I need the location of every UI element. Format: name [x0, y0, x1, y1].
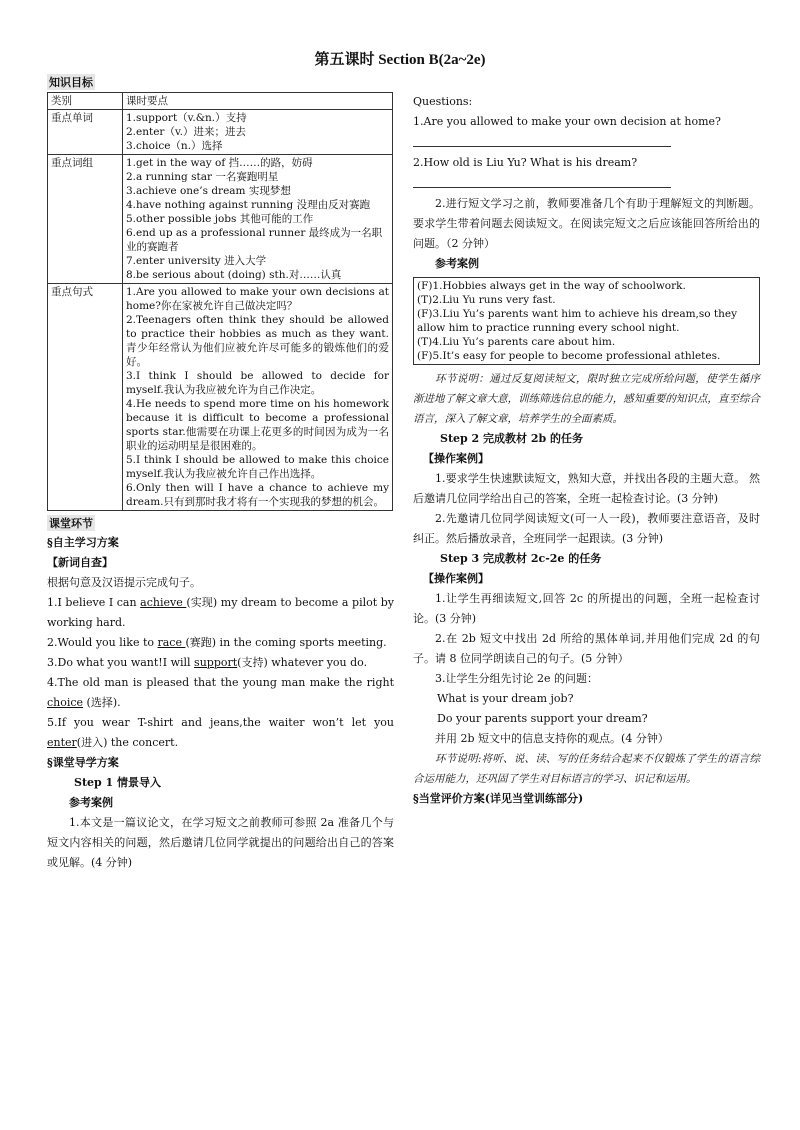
- step3-ops-heading: 【操作案例】: [423, 572, 489, 585]
- step1-title: Step 1 情景导入: [74, 776, 162, 789]
- discussion-question: What is your dream job?: [437, 692, 574, 705]
- sentence-item: 1.I believe I can achieve (实现) my dream to become a pilot by working hard.: [47, 596, 394, 629]
- point-item: 2.Teenagers often think they should be allowed to practice their hobbies as much as they want.青少年经常认为他们应被允许尽可能多的锻炼他们的爱好。: [126, 314, 389, 368]
- col-points-header: 课时要点: [123, 93, 393, 110]
- sentence-item: 3.Do what you want!I will support(支持) whatever you do.: [47, 656, 368, 669]
- answer-blank: support: [194, 656, 238, 669]
- answer-line: [413, 173, 671, 188]
- section-note-1: 环节说明：通过反复阅读短文，限时独立完成所给问题，使学生循序渐进地了解文章大意，训练筛选信息的能力，感知重要的知识点，直至综合语言，深入了解文章，培养学生的全面素质。: [413, 373, 760, 425]
- tf-item: (T)4.Liu Yu’s parents care about him.: [417, 336, 616, 348]
- table-header-row: [48, 93, 393, 110]
- step3-item: 1.让学生再细读短文,回答 2c 的所提出的问题，全班一起检查讨论。(3 分钟): [413, 592, 760, 625]
- point-item: 2.a running star 一名赛跑明星: [126, 171, 279, 183]
- answer-blank: achieve: [140, 596, 187, 609]
- point-item: 1.support（v.&n.）支持: [126, 112, 247, 124]
- point-item: 4.have nothing against running 没理由反对赛跑: [126, 199, 371, 211]
- step3-title: Step 3 完成教材 2c-2e 的任务: [440, 552, 602, 565]
- point-item: 2.enter（v.）进来；进去: [126, 126, 246, 138]
- question-2: 2.How old is Liu Yu? What is his dream?: [413, 156, 638, 169]
- point-item: 5.other possible jobs 其他可能的工作: [126, 213, 314, 225]
- step2-title: Step 2 完成教材 2b 的任务: [440, 432, 584, 445]
- step3-item: 3.让学生分组先讨论 2e 的问题：: [435, 672, 598, 685]
- point-item: 1.Are you allowed to make your own decisions at home?你在家被允许自己做决定吗？: [126, 286, 389, 312]
- answer-blank: choice: [47, 696, 84, 709]
- answer-blank: enter: [47, 736, 77, 749]
- question-1: 1.Are you allowed to make your own decision at home?: [413, 115, 721, 128]
- table-row: [48, 155, 393, 284]
- sentence-item: 4.The old man is pleased that the young man make the right choice (选择).: [47, 676, 394, 709]
- col-category-header: 类别: [48, 93, 123, 110]
- step3-item: 2.在 2b 短文中找出 2d 所给的黑体单词,并用他们完成 2d 的句子。请 8 位同学朗读自己的句子。(5 分钟）: [413, 632, 760, 665]
- point-item: 8.be serious about (doing) sth.对……认真: [126, 269, 342, 281]
- sentence-item: 5.If you wear T-shirt and jeans,the waiter won’t let you enter(进入) the concert.: [47, 716, 394, 749]
- point-item: 6.Only then will I have a chance to achieve my dream.只有到那时我才将有一个实现我的梦想的机会。: [126, 482, 389, 508]
- sentence-item: 2.Would you like to race (赛跑) in the coming sports meeting.: [47, 636, 387, 649]
- classroom-heading: 课堂环节: [49, 517, 93, 530]
- discussion-question: Do your parents support your dream?: [437, 712, 648, 725]
- table-row: [48, 284, 393, 511]
- left-column: [47, 72, 394, 873]
- tf-item: (T)2.Liu Yu runs very fast.: [417, 294, 556, 306]
- evaluation-heading: §当堂评价方案(详见当堂训练部分): [413, 792, 584, 805]
- point-item: 6.end up as a professional runner 最终成为一名职业的赛跑者: [126, 227, 383, 253]
- step2-item: 1.要求学生快速默读短文，熟知大意，并找出各段的主题大意。 然后邀请几位同学给出自己的答案，全班一起检查讨论。(3 分钟): [413, 472, 760, 505]
- new-words-heading: 【新词自查】: [47, 556, 113, 569]
- ref-case-heading: 参考案例: [69, 796, 113, 809]
- step2-item: 2.先邀请几位同学阅读短文(可一人一段)，教师要注意语音，及时纠正。然后播放录音，全班同学一起跟读。(3 分钟): [413, 512, 760, 545]
- questions-label: Questions:: [413, 95, 473, 108]
- row-category: 重点句式: [48, 284, 123, 511]
- answer-blank: race: [157, 636, 186, 649]
- instruction: 根据句意及汉语提示完成句子。: [47, 576, 201, 589]
- row-points: [123, 110, 393, 155]
- ref-case-heading-2: 参考案例: [435, 257, 479, 270]
- point-item: 1.get in the way of 挡……的路，妨碍: [126, 157, 313, 169]
- knowledge-heading: 知识目标: [49, 76, 93, 89]
- section-note-2: 环节说明:将听、说、读、写的任务结合起来不仅锻炼了学生的语言综合运用能力，还巩固了学生对目标语言的学习、识记和运用。: [413, 753, 760, 785]
- point-item: 7.enter university 进入大学: [126, 255, 267, 267]
- step2-ops-heading: 【操作案例】: [423, 452, 489, 465]
- self-study-heading: §自主学习方案: [47, 536, 119, 549]
- right-column: [413, 92, 760, 809]
- answer-line: [413, 132, 671, 147]
- tf-item: (F)1.Hobbies always get in the way of schoolwork.: [417, 280, 686, 292]
- tf-item: (F)5.It’s easy for people to become professional athletes.: [417, 350, 721, 362]
- point-item: 3.achieve one’s dream 实现梦想: [126, 185, 291, 197]
- tf-item: (F)3.Liu Yu’s parents want him to achieve his dream,so they allow him to practice running every school night.: [417, 308, 738, 334]
- step1-text: 1.本文是一篇议论文，在学习短文之前教师可参照 2a 准备几个与短文内容相关的问题，然后邀请几位同学就提出的问题给出自己的答案或见解。(4 分钟): [47, 816, 394, 869]
- step3-end: 并用 2b 短文中的信息支持你的观点。(4 分钟）: [435, 732, 669, 745]
- row-category: 重点单词: [48, 110, 123, 155]
- table-row: [48, 110, 393, 155]
- point-item: 3.I think I should be allowed to decide for myself.我认为我应被允许为自己作决定。: [126, 370, 389, 396]
- row-category: 重点词组: [48, 155, 123, 284]
- knowledge-table: [47, 92, 393, 511]
- true-false-box: [413, 277, 760, 365]
- point-item: 3.choice（n.）选择: [126, 140, 223, 152]
- step1-item2: 2.进行短文学习之前，教师要准备几个有助于理解短文的判断题。要求学生带着问题去阅读短文。在阅读完短文之后应该能回答所给出的问题。（2 分钟）: [413, 197, 760, 250]
- point-item: 5.I think I should be allowed to make this choice myself.我认为我应被允许自己作出选择。: [126, 454, 389, 480]
- page-title: 第五课时 Section B(2a~2e): [314, 52, 486, 68]
- row-points: [123, 155, 393, 284]
- point-item: 4.He needs to spend more time on his homework because it is difficult to become a professional sports star.他需要在功课上花更多的时间因为成为一名职业的运动明星是很困难的。: [126, 398, 389, 452]
- guide-heading: §课堂导学方案: [47, 756, 119, 769]
- row-points: [123, 284, 393, 511]
